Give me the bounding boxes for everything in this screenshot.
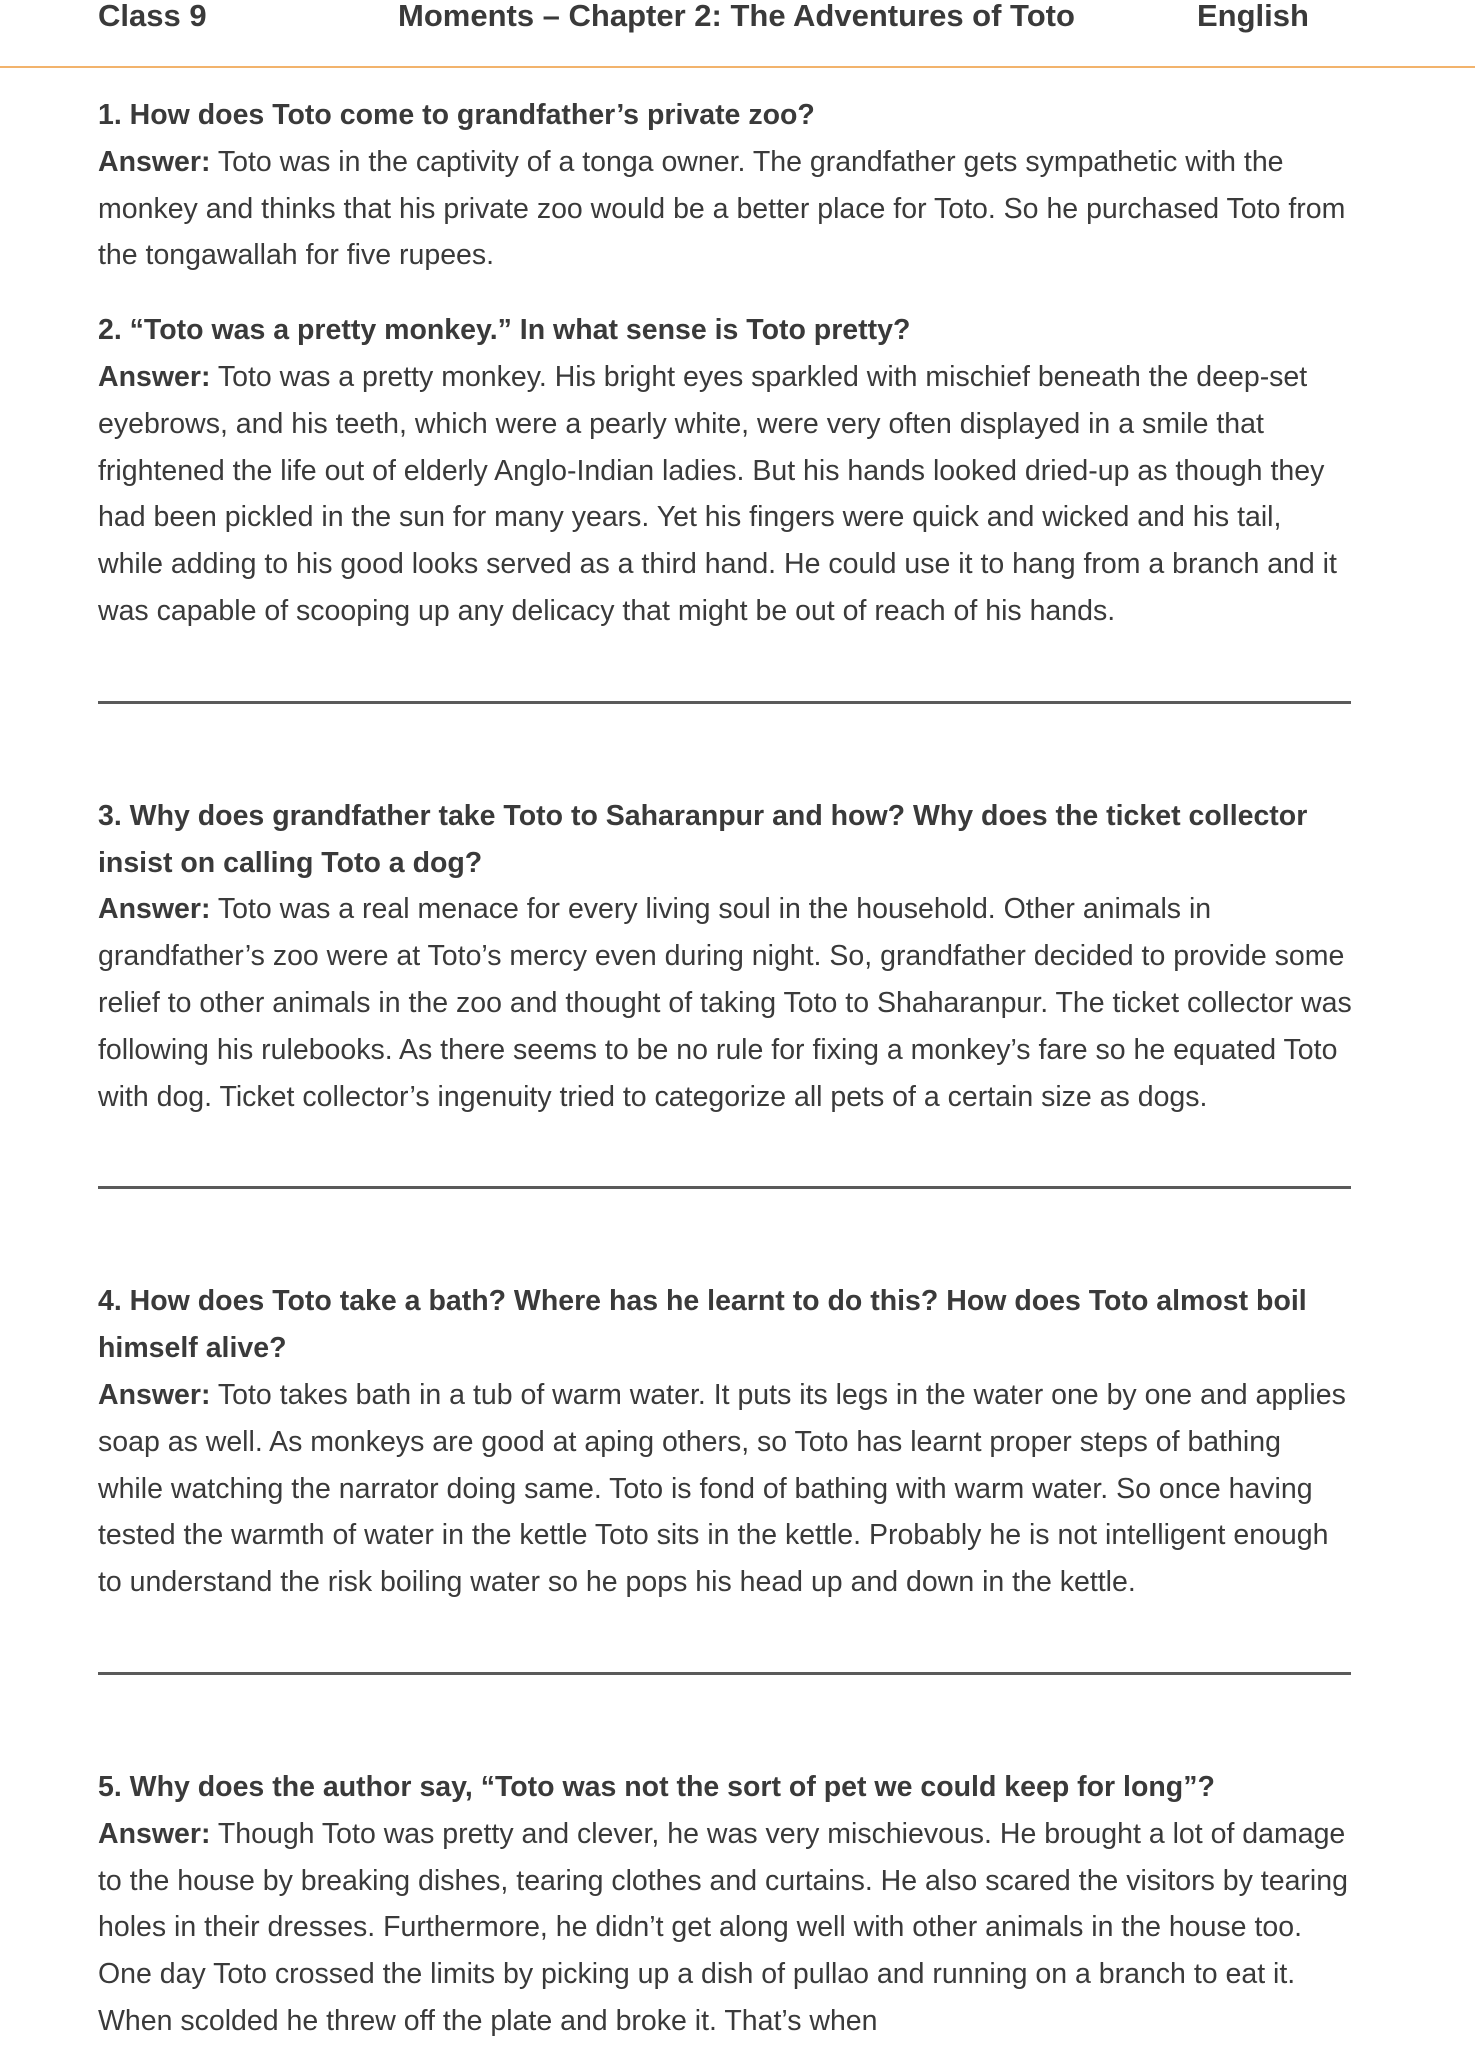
answer-label: Answer: <box>98 893 211 926</box>
answer-2 <box>98 354 1353 635</box>
question-1: 1. How does Toto come to grandfather’s private zoo? <box>98 99 815 131</box>
answer-1 <box>98 139 1353 279</box>
answer-text: Toto takes bath in a tub of warm water. It puts its legs in the water one by one and applies soap as well. As monkeys are good at aping others, so Toto has learnt proper steps of bathing while watching the narrator doing same. Toto is fond of bathing with warm water. So once having tested the warmth of water in the kettle Toto sits in the kettle. Probably he is not intelligent enough to understand the risk boiling water so he pops his head up and down in the kettle. <box>98 1378 1346 1599</box>
answer-label: Answer: <box>98 1817 211 1850</box>
answer-4 <box>98 1372 1353 1606</box>
qa-item-2 <box>98 307 1353 635</box>
section-divider <box>98 1672 1351 1675</box>
subject-label: English <box>1197 0 1309 33</box>
answer-5 <box>98 1811 1353 2045</box>
qa-item-1 <box>98 92 1353 279</box>
qa-item-4 <box>98 1278 1353 1606</box>
answer-label: Answer: <box>98 145 211 178</box>
answer-label: Answer: <box>98 1378 211 1411</box>
qa-content <box>98 92 1353 2045</box>
question-4: 4. How does Toto take a bath? Where has he learnt to do this? How does Toto almost boil himself alive? <box>98 1285 1307 1365</box>
section-divider <box>98 1186 1351 1189</box>
page-header <box>0 0 1475 68</box>
spacer <box>98 279 1353 307</box>
answer-text: Toto was in the captivity of a tonga owner. The grandfather gets sympathetic with the monkey and thinks that his private zoo would be a better place for Toto. So he purchased Toto from the tongawallah for five rupees. <box>98 145 1346 272</box>
question-5: 5. Why does the author say, “Toto was not the sort of pet we could keep for long”? <box>98 1770 1215 1803</box>
answer-text: Though Toto was pretty and clever, he was very mischievous. He brought a lot of damage to the house by breaking dishes, tearing clothes and curtains. He also scared the visitors by tearing holes in their dresses. Furthermore, he didn’t get along well with other animals in the house too. One day Toto crossed the limits by picking up a dish of pullao and running on a branch to eat it. When scolded he threw off the plate and broke it. That’s when <box>98 1817 1348 2037</box>
divider-block <box>98 1120 1353 1278</box>
answer-text: Toto was a real menace for every living soul in the household. Other animals in grandfather’s zoo were at Toto’s mercy even during night. So, grandfather decided to provide some relief to other animals in the zoo and thought of taking Toto to Shaharanpur. The ticket collector was following his rulebooks. As there seems to be no rule for fixing a monkey’s fare so he equated Toto with dog. Ticket collector’s ingenuity tried to categorize all pets of a certain size as dogs. <box>98 893 1352 1113</box>
section-divider <box>98 701 1351 704</box>
divider-block <box>98 1606 1353 1764</box>
answer-3 <box>98 886 1353 1120</box>
class-label: Class 9 <box>98 0 207 33</box>
answer-text: Toto was a pretty monkey. His bright eyes sparkled with mischief beneath the deep-set eyebrows, and his teeth, which were a pearly white, were very often displayed in a smile that frightened the life out of elderly Anglo-Indian ladies. But his hands looked dried-up as though they had been pickled in the sun for many years. Yet his fingers were quick and wicked and his tail, while adding to his good looks served as a third hand. He could use it to hang from a branch and it was capable of scooping up any delicacy that might be out of reach of his hands. <box>98 360 1337 627</box>
question-3: 3. Why does grandfather take Toto to Saharanpur and how? Why does the ticket collector insist on calling Toto a dog? <box>98 799 1308 879</box>
qa-item-5 <box>98 1764 1353 2045</box>
answer-label: Answer: <box>98 360 211 393</box>
chapter-title: Moments – Chapter 2: The Adventures of Toto <box>398 0 1075 33</box>
divider-block <box>98 635 1353 793</box>
qa-item-3 <box>98 793 1353 1121</box>
question-2: 2. “Toto was a pretty monkey.” In what sense is Toto pretty? <box>98 314 911 347</box>
